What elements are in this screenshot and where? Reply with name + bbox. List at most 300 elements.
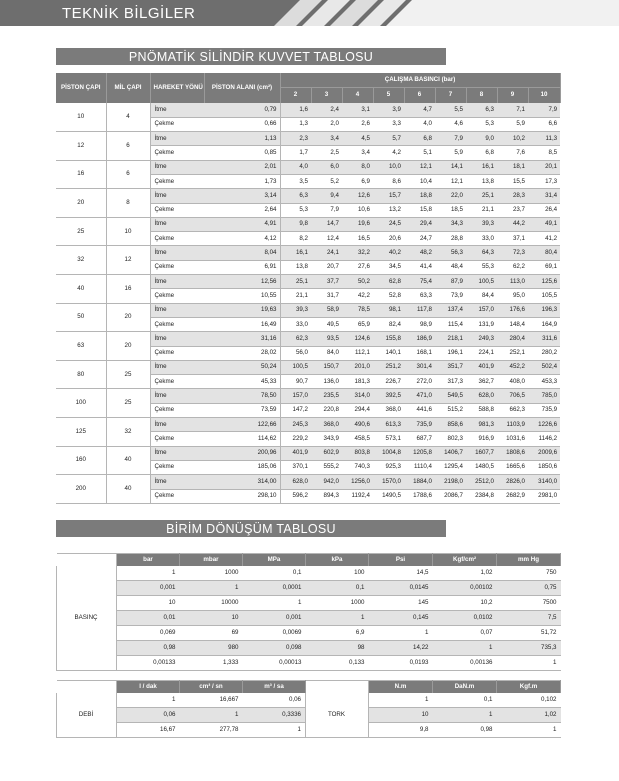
force-value-cell: 2086,7 [435,489,466,503]
force-value-cell: 229,2 [280,432,311,446]
table-row [56,246,560,260]
force-value-cell: 41,4 [404,260,435,274]
area-cell: 10,55 [204,289,280,303]
rod-diameter-cell: 25 [106,389,150,418]
force-value-cell: 735,9 [528,403,560,417]
table-row [56,189,560,203]
force-value-cell: 73,9 [435,289,466,303]
piston-diameter-cell: 20 [56,189,106,218]
force-value-cell: 44,2 [497,217,528,231]
conversion-value-cell: 0,01 [117,611,180,626]
force-value-cell: 23,7 [497,203,528,217]
force-value-cell: 157,0 [466,303,497,317]
force-value-cell: 12,1 [404,160,435,174]
force-value-cell: 249,3 [466,332,497,346]
force-value-cell: 1665,6 [497,460,528,474]
force-value-cell: 21,1 [466,203,497,217]
conversion-value-cell: 0,98 [117,641,180,656]
piston-diameter-cell: 80 [56,360,106,389]
force-value-cell: 458,5 [342,432,373,446]
force-value-cell: 7,9 [528,103,560,117]
table-row [57,626,561,641]
force-value-cell: 15,5 [497,174,528,188]
force-value-cell: 2,6 [342,117,373,131]
force-value-cell: 137,4 [435,303,466,317]
force-value-cell: 62,2 [497,260,528,274]
force-value-cell: 218,1 [435,332,466,346]
force-value-cell: 7,6 [497,146,528,160]
pressure-column-header: 10 [528,87,560,103]
force-value-cell: 613,3 [373,418,404,432]
force-value-cell: 1884,0 [404,475,435,489]
conversion-value-cell: 0,07 [433,626,497,641]
force-value-cell: 33,0 [280,317,311,331]
force-value-cell: 6,6 [528,117,560,131]
table-row [57,693,561,708]
area-cell: 19,63 [204,303,280,317]
force-value-cell: 8,2 [280,232,311,246]
pressure-column-header: 8 [466,87,497,103]
conversion-value-cell: 0,001 [117,581,180,596]
force-value-cell: 10,6 [342,203,373,217]
area-cell: 0,85 [204,146,280,160]
direction-cell: Çekme [150,146,204,160]
force-value-cell: 6,0 [311,160,342,174]
area-cell: 298,10 [204,489,280,503]
force-value-cell: 4,6 [435,117,466,131]
force-value-cell: 14,1 [435,160,466,174]
force-value-cell: 2981,0 [528,489,560,503]
direction-cell: İtme [150,360,204,374]
force-value-cell: 100,5 [466,275,497,289]
force-value-cell: 113,0 [497,275,528,289]
force-value-cell: 706,5 [497,389,528,403]
force-value-cell: 5,2 [311,174,342,188]
force-value-cell: 125,6 [528,275,560,289]
force-value-cell: 1480,5 [466,460,497,474]
force-value-cell: 401,9 [280,446,311,460]
force-value-cell: 2198,0 [435,475,466,489]
pressure-header-blank [57,554,117,566]
force-value-cell: 401,9 [466,360,497,374]
rod-diameter-cell: 25 [106,360,150,389]
conversion-value-cell: 0,00013 [243,656,306,671]
piston-diameter-cell: 12 [56,132,106,161]
force-value-cell: 662,3 [497,403,528,417]
direction-cell: İtme [150,446,204,460]
torque-unit-header: N.m [369,681,433,693]
conversion-value-cell: 1 [369,626,433,641]
force-value-cell: 22,0 [435,189,466,203]
force-value-cell: 1295,4 [435,460,466,474]
force-value-cell: 24,1 [311,246,342,260]
conversion-value-cell: 1 [369,693,433,708]
flow-unit-header: cm³ / sn [180,681,243,693]
force-value-cell: 16,1 [280,246,311,260]
table-row [56,217,560,231]
force-value-cell: 56,3 [435,246,466,260]
table-row [56,332,560,346]
force-value-cell: 3,4 [342,146,373,160]
force-value-cell: 181,3 [342,375,373,389]
force-value-cell: 2384,8 [466,489,497,503]
rod-diameter-cell: 40 [106,446,150,475]
direction-cell: İtme [150,275,204,289]
area-cell: 185,06 [204,460,280,474]
force-value-cell: 20,7 [311,260,342,274]
piston-diameter-cell: 25 [56,217,106,246]
force-value-cell: 735,9 [404,418,435,432]
direction-cell: İtme [150,160,204,174]
force-value-cell: 33,0 [466,232,497,246]
force-value-cell: 24,7 [404,232,435,246]
force-value-cell: 98,1 [373,303,404,317]
conversion-value-cell: 0,0145 [369,581,433,596]
force-value-cell: 10,4 [404,174,435,188]
force-value-cell: 90,7 [280,375,311,389]
conversion-value-cell: 980 [180,641,243,656]
area-cell: 73,59 [204,403,280,417]
conversion-value-cell: 0,0069 [243,626,306,641]
force-value-cell: 196,3 [528,303,560,317]
conversion-value-cell: 0,0001 [243,581,306,596]
force-value-cell: 52,8 [373,289,404,303]
conversion-value-cell: 750 [497,566,561,581]
force-value-cell: 5,9 [497,117,528,131]
area-cell: 1,73 [204,174,280,188]
force-value-cell: 2826,0 [497,475,528,489]
force-value-cell: 7,1 [497,103,528,117]
force-value-cell: 8,6 [373,174,404,188]
force-value-cell: 1110,4 [404,460,435,474]
piston-diameter-cell: 32 [56,246,106,275]
force-value-cell: 100,5 [280,360,311,374]
table-row [57,656,561,671]
force-value-cell: 351,7 [435,360,466,374]
header-piston-diameter: PİSTON ÇAPI [56,73,106,103]
force-value-cell: 9,0 [466,132,497,146]
force-value-cell: 28,3 [497,189,528,203]
force-value-cell: 31,7 [311,289,342,303]
conversion-value-cell: 0,098 [243,641,306,656]
force-value-cell: 2512,0 [466,475,497,489]
conversion-value-cell: 10 [369,708,433,723]
area-cell: 122,66 [204,418,280,432]
force-value-cell: 157,0 [280,389,311,403]
force-value-cell: 1406,7 [435,446,466,460]
force-value-cell: 596,2 [280,489,311,503]
force-value-cell: 245,3 [280,418,311,432]
conversion-value-cell: 1 [243,723,306,738]
conversion-value-cell: 735,3 [497,641,561,656]
force-value-cell: 602,9 [311,446,342,460]
force-value-cell: 78,5 [342,303,373,317]
force-value-cell: 224,1 [466,346,497,360]
table-row [56,275,560,289]
conversion-value-cell: 98 [306,641,369,656]
force-value-cell: 1490,5 [373,489,404,503]
conversion-value-cell: 1,02 [497,708,561,723]
conversion-value-cell: 51,72 [497,626,561,641]
force-value-cell: 140,1 [373,346,404,360]
conversion-value-cell: 1 [497,723,561,738]
force-value-cell: 1607,7 [466,446,497,460]
force-value-cell: 196,1 [435,346,466,360]
conversion-value-cell: 1 [117,566,180,581]
area-cell: 0,66 [204,117,280,131]
force-value-cell: 48,2 [404,246,435,260]
rod-diameter-cell: 32 [106,418,150,447]
direction-cell: İtme [150,189,204,203]
force-value-cell: 803,8 [342,446,373,460]
rod-diameter-cell: 6 [106,160,150,189]
force-value-cell: 392,5 [373,389,404,403]
direction-cell: İtme [150,389,204,403]
force-value-cell: 858,6 [435,418,466,432]
force-value-cell: 176,6 [497,303,528,317]
force-value-cell: 75,4 [404,275,435,289]
direction-cell: Çekme [150,432,204,446]
force-value-cell: 95,0 [497,289,528,303]
force-value-cell: 27,6 [342,260,373,274]
pressure-column-header: 4 [342,87,373,103]
force-value-cell: 124,6 [342,332,373,346]
force-value-cell: 80,4 [528,246,560,260]
torque-unit-header: Kgf.m [497,681,561,693]
conversion-value-cell: 10 [117,596,180,611]
force-value-cell: 10,2 [497,132,528,146]
force-value-cell: 301,4 [404,360,435,374]
conversion-value-cell: 277,78 [180,723,243,738]
force-value-cell: 28,8 [435,232,466,246]
force-value-cell: 4,7 [404,103,435,117]
force-value-cell: 1192,4 [342,489,373,503]
force-value-cell: 69,1 [528,260,560,274]
force-value-cell: 3140,0 [528,475,560,489]
conversion-value-cell: 14,5 [369,566,433,581]
force-value-cell: 12,4 [311,232,342,246]
force-value-cell: 1256,0 [342,475,373,489]
table-row [56,389,560,403]
conversion-value-cell: 1 [306,611,369,626]
header-direction: HAREKET YÖNÜ [150,73,204,103]
force-value-cell: 555,2 [311,460,342,474]
force-value-cell: 408,0 [497,375,528,389]
conversion-value-cell: 0,1 [306,581,369,596]
conversion-value-cell: 9,8 [369,723,433,738]
conversion-value-cell: 1 [180,708,243,723]
area-cell: 12,56 [204,275,280,289]
direction-cell: İtme [150,303,204,317]
torque-unit-header: DaN.m [433,681,497,693]
force-value-cell: 573,1 [373,432,404,446]
force-value-cell: 925,3 [373,460,404,474]
pressure-unit-header: Psi [369,554,433,566]
direction-cell: Çekme [150,260,204,274]
force-value-cell: 515,2 [435,403,466,417]
force-value-cell: 370,1 [280,460,311,474]
direction-cell: İtme [150,246,204,260]
force-value-cell: 21,1 [280,289,311,303]
pressure-unit-header: bar [117,554,180,566]
force-value-cell: 39,3 [280,303,311,317]
force-value-cell: 6,3 [280,189,311,203]
conversion-value-cell: 14,22 [369,641,433,656]
force-value-cell: 5,3 [466,117,497,131]
force-value-cell: 1808,6 [497,446,528,460]
force-value-cell: 317,3 [435,375,466,389]
flow-unit-header: l / dak [117,681,180,693]
conversion-value-cell: 0,75 [497,581,561,596]
force-value-cell: 1850,6 [528,460,560,474]
pressure-label: BASINÇ [57,566,117,671]
header-rod-diameter: MİL ÇAPI [106,73,150,103]
force-value-cell: 740,3 [342,460,373,474]
force-value-cell: 441,6 [404,403,435,417]
pressure-unit-header: mm Hg [497,554,561,566]
pressure-column-header: 6 [404,87,435,103]
piston-diameter-cell: 10 [56,103,106,132]
force-value-cell: 12,6 [342,189,373,203]
force-value-cell: 117,8 [404,303,435,317]
force-value-cell: 84,4 [466,289,497,303]
force-value-cell: 115,4 [435,317,466,331]
force-value-cell: 15,8 [404,203,435,217]
table-row [56,303,560,317]
force-value-cell: 280,4 [497,332,528,346]
force-value-cell: 5,9 [435,146,466,160]
force-value-cell: 6,9 [342,174,373,188]
direction-cell: İtme [150,217,204,231]
conversion-value-cell: 0,102 [497,693,561,708]
force-value-cell: 1,7 [280,146,311,160]
force-value-cell: 168,1 [404,346,435,360]
force-value-cell: 13,8 [466,174,497,188]
force-value-cell: 164,9 [528,317,560,331]
direction-cell: İtme [150,418,204,432]
flow-label: DEBİ [57,693,117,738]
force-value-cell: 4,0 [280,160,311,174]
force-value-cell: 32,2 [342,246,373,260]
force-value-cell: 5,7 [373,132,404,146]
area-cell: 4,91 [204,217,280,231]
force-value-cell: 6,8 [404,132,435,146]
force-value-cell: 6,8 [466,146,497,160]
force-value-cell: 147,2 [280,403,311,417]
area-cell: 31,16 [204,332,280,346]
direction-cell: İtme [150,332,204,346]
force-value-cell: 588,8 [466,403,497,417]
force-value-cell: 1,6 [280,103,311,117]
force-value-cell: 2,0 [311,117,342,131]
force-value-cell: 15,7 [373,189,404,203]
force-value-cell: 362,7 [466,375,497,389]
table-row [56,132,560,146]
force-value-cell: 34,3 [435,217,466,231]
force-value-cell: 6,3 [466,103,497,117]
rod-diameter-cell: 20 [106,332,150,361]
table-row [57,611,561,626]
force-value-cell: 8,5 [528,146,560,160]
page-header [0,0,619,26]
force-value-cell: 1031,6 [497,432,528,446]
table-row [56,103,560,117]
force-value-cell: 31,4 [528,189,560,203]
conversion-value-cell: 0,1 [433,693,497,708]
conversion-value-cell: 69 [180,626,243,641]
piston-diameter-cell: 16 [56,160,106,189]
direction-cell: Çekme [150,375,204,389]
force-value-cell: 311,6 [528,332,560,346]
force-value-cell: 3,4 [311,132,342,146]
force-value-cell: 58,9 [311,303,342,317]
force-value-cell: 62,8 [373,275,404,289]
force-value-cell: 272,0 [404,375,435,389]
conversion-value-cell: 1 [117,693,180,708]
force-value-cell: 42,2 [342,289,373,303]
pressure-unit-header: Kgf/cm² [433,554,497,566]
direction-cell: Çekme [150,289,204,303]
conversion-value-cell: 0,06 [117,708,180,723]
force-value-cell: 226,7 [373,375,404,389]
rod-diameter-cell: 16 [106,275,150,304]
pressure-conversion-table [56,553,561,671]
force-value-cell: 201,0 [342,360,373,374]
pressure-unit-header: MPa [243,554,306,566]
force-value-cell: 490,6 [342,418,373,432]
conversion-value-cell: 6,9 [306,626,369,641]
force-value-cell: 7,9 [311,203,342,217]
direction-cell: İtme [150,103,204,117]
force-value-cell: 37,1 [497,232,528,246]
force-value-cell: 502,4 [528,360,560,374]
force-value-cell: 3,1 [342,103,373,117]
rod-diameter-cell: 6 [106,132,150,161]
force-value-cell: 368,0 [311,418,342,432]
pressure-unit-header: kPa [306,554,369,566]
conversion-value-cell: 100 [306,566,369,581]
direction-cell: Çekme [150,489,204,503]
force-value-cell: 131,9 [466,317,497,331]
force-value-cell: 916,9 [466,432,497,446]
conversion-value-cell: 1 [497,656,561,671]
conversion-value-cell: 0,069 [117,626,180,641]
force-value-cell: 37,7 [311,275,342,289]
force-value-cell: 39,3 [466,217,497,231]
force-value-cell: 16,5 [342,232,373,246]
area-cell: 2,01 [204,160,280,174]
force-value-cell: 4,0 [404,117,435,131]
conversion-value-cell: 1 [433,708,497,723]
direction-cell: Çekme [150,117,204,131]
conversion-value-cell: 1000 [306,596,369,611]
force-value-cell: 93,5 [311,332,342,346]
force-value-cell: 687,7 [404,432,435,446]
header-piston-area: PİSTON ALANI (cm²) [204,73,280,103]
force-value-cell: 72,3 [497,246,528,260]
piston-diameter-cell: 200 [56,475,106,504]
force-value-cell: 2,3 [280,132,311,146]
pressure-column-header: 7 [435,87,466,103]
force-value-cell: 10,0 [373,160,404,174]
force-value-cell: 453,3 [528,375,560,389]
force-value-cell: 186,9 [404,332,435,346]
force-value-cell: 1004,8 [373,446,404,460]
force-value-cell: 1103,9 [497,418,528,432]
rod-diameter-cell: 20 [106,303,150,332]
piston-diameter-cell: 63 [56,332,106,361]
conversion-value-cell: 10 [180,611,243,626]
